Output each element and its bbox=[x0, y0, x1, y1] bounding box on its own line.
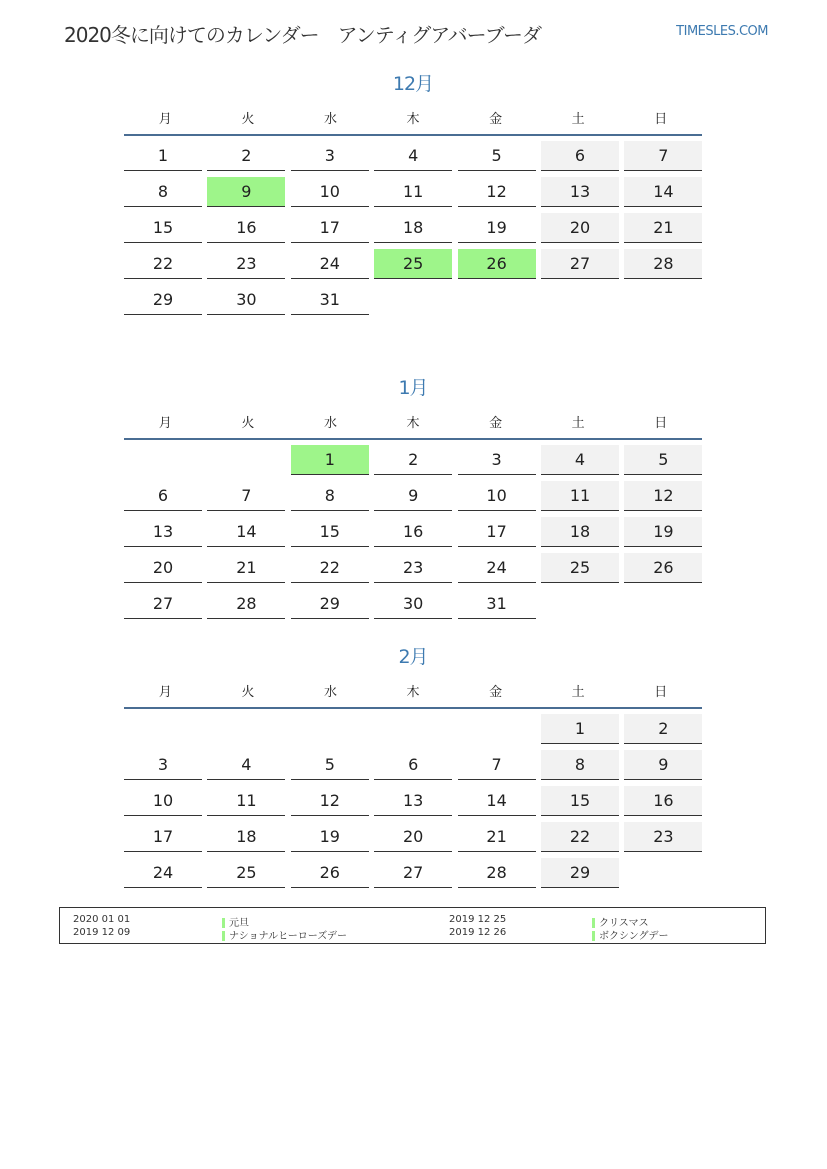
day-cell: 8 bbox=[541, 750, 619, 780]
day-cell: 15 bbox=[541, 786, 619, 816]
day-cell: 8 bbox=[124, 177, 202, 207]
site-link[interactable]: TIMESLES.COM bbox=[676, 24, 768, 39]
day-cell: 12 bbox=[291, 786, 369, 816]
weekday-label: 木 bbox=[406, 684, 420, 700]
day-cell: 21 bbox=[207, 553, 285, 583]
day-cell: 9 bbox=[207, 177, 285, 207]
weekday-label: 土 bbox=[571, 111, 585, 127]
month-title: 2月 bbox=[398, 646, 428, 668]
weekday-label: 水 bbox=[323, 684, 337, 700]
day-cell: 26 bbox=[291, 858, 369, 888]
day-cell: 22 bbox=[124, 249, 202, 279]
weekday-label: 火 bbox=[241, 415, 255, 431]
weekday-label: 日 bbox=[654, 111, 668, 127]
day-cell: 31 bbox=[291, 285, 369, 315]
holiday-legend bbox=[59, 907, 766, 944]
legend-name-text: 元旦 bbox=[229, 918, 249, 929]
day-cell: 15 bbox=[124, 213, 202, 243]
holiday-marker bbox=[592, 931, 595, 941]
day-cell: 17 bbox=[291, 213, 369, 243]
page-title: 2020冬に向けてのカレンダー アンティグアバーブーダ bbox=[64, 23, 541, 47]
day-cell: 28 bbox=[207, 589, 285, 619]
day-cell: 9 bbox=[624, 750, 702, 780]
day-cell: 5 bbox=[624, 445, 702, 475]
day-cell: 7 bbox=[458, 750, 536, 780]
day-cell: 14 bbox=[207, 517, 285, 547]
day-cell: 18 bbox=[374, 213, 452, 243]
day-grid bbox=[124, 141, 702, 321]
day-cell: 11 bbox=[374, 177, 452, 207]
day-cell: 4 bbox=[541, 445, 619, 475]
day-cell: 12 bbox=[458, 177, 536, 207]
weekday-label: 日 bbox=[654, 415, 668, 431]
day-cell: 18 bbox=[207, 822, 285, 852]
day-cell: 27 bbox=[541, 249, 619, 279]
day-cell: 10 bbox=[124, 786, 202, 816]
weekday-label: 水 bbox=[323, 111, 337, 127]
weekday-header bbox=[124, 408, 702, 434]
day-cell: 22 bbox=[291, 553, 369, 583]
month-calendar bbox=[124, 374, 702, 625]
day-cell: 26 bbox=[458, 249, 536, 279]
day-cell: 2 bbox=[207, 141, 285, 171]
day-cell: 6 bbox=[541, 141, 619, 171]
day-cell: 1 bbox=[124, 141, 202, 171]
month-calendar bbox=[124, 643, 702, 894]
weekday-label: 土 bbox=[571, 684, 585, 700]
day-cell: 25 bbox=[374, 249, 452, 279]
day-cell: 31 bbox=[458, 589, 536, 619]
day-cell: 9 bbox=[374, 481, 452, 511]
day-cell: 19 bbox=[624, 517, 702, 547]
legend-date: 2019 12 26 bbox=[449, 927, 507, 938]
day-cell: 12 bbox=[624, 481, 702, 511]
day-cell: 25 bbox=[207, 858, 285, 888]
day-cell: 3 bbox=[291, 141, 369, 171]
day-cell: 27 bbox=[124, 589, 202, 619]
weekday-label: 火 bbox=[241, 684, 255, 700]
legend-date: 2020 01 01 bbox=[73, 914, 131, 925]
day-cell: 23 bbox=[624, 822, 702, 852]
day-cell: 26 bbox=[624, 553, 702, 583]
weekday-header bbox=[124, 104, 702, 130]
weekday-label: 月 bbox=[158, 111, 172, 127]
day-cell: 29 bbox=[291, 589, 369, 619]
day-cell: 13 bbox=[374, 786, 452, 816]
day-cell: 4 bbox=[374, 141, 452, 171]
day-cell: 8 bbox=[291, 481, 369, 511]
weekday-header bbox=[124, 677, 702, 703]
day-cell: 7 bbox=[624, 141, 702, 171]
day-cell: 16 bbox=[374, 517, 452, 547]
weekday-label: 土 bbox=[571, 415, 585, 431]
day-cell: 6 bbox=[124, 481, 202, 511]
day-cell: 7 bbox=[207, 481, 285, 511]
day-cell: 2 bbox=[624, 714, 702, 744]
day-cell: 20 bbox=[541, 213, 619, 243]
day-grid bbox=[124, 445, 702, 625]
weekday-label: 金 bbox=[489, 111, 503, 127]
day-cell: 16 bbox=[624, 786, 702, 816]
day-cell: 21 bbox=[458, 822, 536, 852]
day-cell: 10 bbox=[458, 481, 536, 511]
day-cell: 18 bbox=[541, 517, 619, 547]
day-cell: 3 bbox=[458, 445, 536, 475]
weekday-label: 木 bbox=[406, 111, 420, 127]
legend-date: 2019 12 09 bbox=[73, 927, 131, 938]
legend-name-text: ナショナルヒーローズデー bbox=[229, 931, 347, 942]
header-rule bbox=[124, 707, 702, 709]
legend-name-text: クリスマス bbox=[599, 918, 649, 929]
weekday-label: 金 bbox=[489, 684, 503, 700]
legend-date: 2019 12 25 bbox=[449, 914, 507, 925]
day-cell: 5 bbox=[458, 141, 536, 171]
day-cell: 4 bbox=[207, 750, 285, 780]
month-title: 1月 bbox=[398, 377, 428, 399]
day-cell: 24 bbox=[458, 553, 536, 583]
day-cell: 2 bbox=[374, 445, 452, 475]
day-cell: 11 bbox=[207, 786, 285, 816]
weekday-label: 月 bbox=[158, 684, 172, 700]
day-cell: 23 bbox=[207, 249, 285, 279]
day-cell: 21 bbox=[624, 213, 702, 243]
day-cell: 20 bbox=[124, 553, 202, 583]
day-cell: 6 bbox=[374, 750, 452, 780]
day-cell: 3 bbox=[124, 750, 202, 780]
day-cell: 28 bbox=[624, 249, 702, 279]
weekday-label: 日 bbox=[654, 684, 668, 700]
day-cell: 15 bbox=[291, 517, 369, 547]
day-cell: 19 bbox=[291, 822, 369, 852]
day-cell: 24 bbox=[124, 858, 202, 888]
month-calendar bbox=[124, 70, 702, 321]
month-title: 12月 bbox=[392, 73, 434, 95]
day-cell: 1 bbox=[541, 714, 619, 744]
day-cell: 23 bbox=[374, 553, 452, 583]
day-grid bbox=[124, 714, 702, 894]
day-cell: 29 bbox=[124, 285, 202, 315]
day-cell: 30 bbox=[374, 589, 452, 619]
day-cell: 17 bbox=[458, 517, 536, 547]
day-cell: 5 bbox=[291, 750, 369, 780]
day-cell: 10 bbox=[291, 177, 369, 207]
day-cell: 20 bbox=[374, 822, 452, 852]
day-cell: 29 bbox=[541, 858, 619, 888]
day-cell: 24 bbox=[291, 249, 369, 279]
day-cell: 28 bbox=[458, 858, 536, 888]
day-cell: 17 bbox=[124, 822, 202, 852]
legend-name bbox=[592, 927, 669, 942]
holiday-marker bbox=[222, 931, 225, 941]
weekday-label: 火 bbox=[241, 111, 255, 127]
legend-name bbox=[222, 927, 347, 942]
day-cell: 25 bbox=[541, 553, 619, 583]
day-cell: 1 bbox=[291, 445, 369, 475]
day-cell: 19 bbox=[458, 213, 536, 243]
weekday-label: 月 bbox=[158, 415, 172, 431]
day-cell: 14 bbox=[458, 786, 536, 816]
day-cell: 22 bbox=[541, 822, 619, 852]
weekday-label: 水 bbox=[323, 415, 337, 431]
day-cell: 13 bbox=[541, 177, 619, 207]
header-rule bbox=[124, 134, 702, 136]
weekday-label: 木 bbox=[406, 415, 420, 431]
weekday-label: 金 bbox=[489, 415, 503, 431]
day-cell: 11 bbox=[541, 481, 619, 511]
day-cell: 16 bbox=[207, 213, 285, 243]
header-rule bbox=[124, 438, 702, 440]
day-cell: 13 bbox=[124, 517, 202, 547]
legend-name-text: ボクシングデー bbox=[599, 931, 669, 942]
day-cell: 30 bbox=[207, 285, 285, 315]
day-cell: 14 bbox=[624, 177, 702, 207]
day-cell: 27 bbox=[374, 858, 452, 888]
